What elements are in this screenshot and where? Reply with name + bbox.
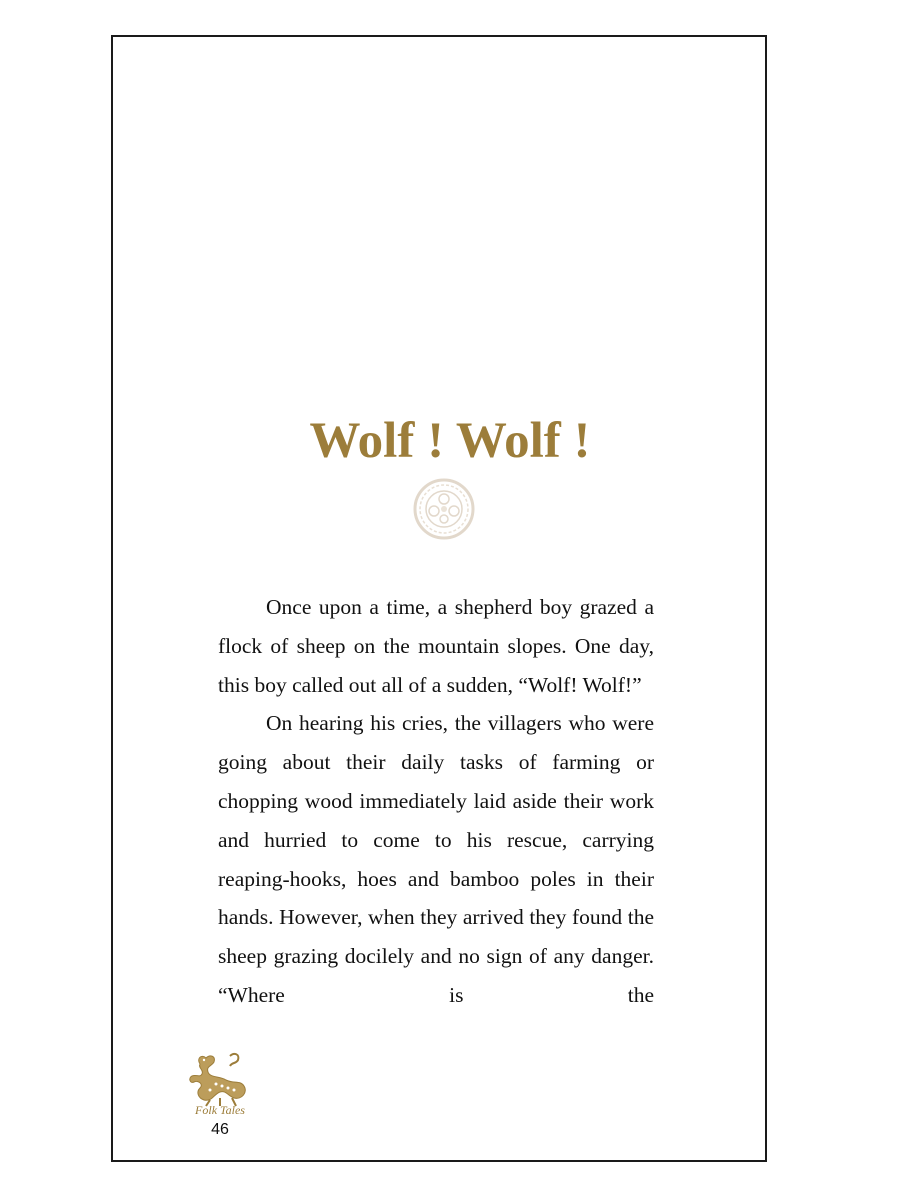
paragraph: On hearing his cries, the villagers who were going about their daily tasks of farming or chopping wood immediately laid aside their work and hurried to come to his rescue, carrying reaping-hooks, hoes and bamboo poles in their hands. However, when they arrived they found the sheep grazing docilely and no sign of any danger. “Where is the: [218, 711, 654, 1007]
round-medallion-icon: [412, 477, 476, 541]
dragon-icon: [186, 1050, 256, 1108]
chapter-title: Wolf ! Wolf !: [309, 413, 591, 469]
page-number: 46: [211, 1121, 229, 1138]
paragraph: Once upon a time, a shepherd boy grazed a flock of sheep on the mountain slopes. One day, this boy called out all of a sudden, “Wolf! Wolf!”: [218, 595, 654, 697]
series-label: Folk Tales: [195, 1103, 245, 1117]
story-text: [218, 588, 654, 1015]
